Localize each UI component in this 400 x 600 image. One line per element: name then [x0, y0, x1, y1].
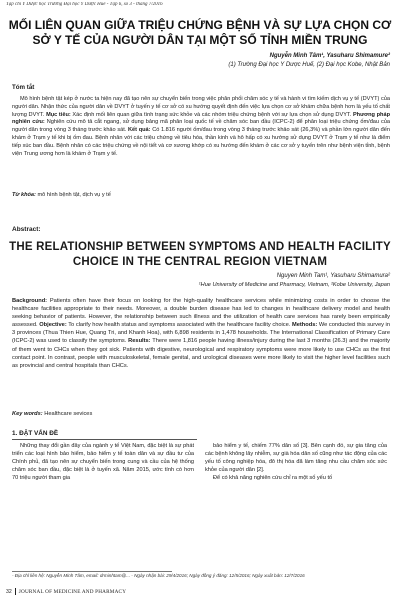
running-header: Tạp chí Y Dược học Trường Đại học Y Dược Huế - Tập 6, số 3 - tháng 7/2016 [6, 2, 163, 7]
english-authors: Nguyen Minh Tam¹, Yasuharu Shimamura² [276, 273, 390, 279]
english-abstract [12, 297, 390, 370]
vietnamese-objective-text: Xác định mối liên quan giữa tình trạng sức khỏe và các nhóm triệu chứng bệnh với sự lựa chọn sử dụng DVYT. [72, 111, 352, 118]
english-methods-text: We conducted this survey in 3 provinces (Thua Thien Hue, Quang Tri, and Khanh Hoa), with 6,898 residents in 1,478 households. The International Classification of Primary Care (ICPC-2) was used to classify the symptoms. [12, 322, 390, 345]
english-background-label: Background: [12, 298, 48, 304]
english-keywords [12, 411, 92, 417]
english-keywords-label: Key words: [12, 411, 43, 417]
footer-divider [15, 588, 16, 595]
vietnamese-keywords [12, 192, 111, 198]
english-results-text: There were 1,816 people having illness/injury during the last 3 months (26.3) and the majority of them went to CHCs when they got sick. Patients with digestive, neurological and respiratory symptoms were more likely to use CHCs as the first contact point. In contrast, people with musculoskeletal, female genital, and urological diseases were more likely to visit the higher level facilities such as provincial and central hospitals than CHCs. [12, 338, 390, 369]
english-objective-text: To clarify how health status and symptoms associated with the healthcare facility choice. [68, 322, 291, 329]
english-keywords-text: Healthcare sevices [44, 411, 93, 417]
english-abstract-label: Abstract: [12, 226, 41, 233]
body-paragraph: bảo hiểm y tế, chiếm 77% dân số [3]. Bên cạnh đó, sự gia tăng của các bệnh không lây nhiễm, sự già hóa dân số cũng như tác động của các yếu tố công nghiệp hóa, đô thị hóa đã làm tăng nhu cầu chăm sóc sức khỏe của người dân [2]. [205, 443, 387, 473]
body-column-left [12, 442, 194, 570]
vietnamese-authors: Nguyễn Minh Tâm¹, Yasuharu Shimamure² [269, 53, 390, 59]
english-affiliation: ¹Hue University of Medicine and Pharmacy, Vietnam, ²Kobe University, Japan [198, 282, 390, 288]
vietnamese-abstract-paragraph [12, 96, 390, 158]
journal-name: JOURNAL OF MEDICINE AND PHARMACY [18, 589, 127, 595]
english-objective-label: Objective: [39, 322, 67, 329]
vietnamese-objective-label: Mục tiêu: [46, 111, 71, 118]
body-column-right [205, 442, 387, 502]
vietnamese-title: MỐI LIÊN QUAN GIỮA TRIỆU CHỨNG BỆNH VÀ SỰ LỰA CHỌN CƠ SỞ Y TẾ CỦA NGƯỜI DÂN TẠI MỘT SỐ TỈNH MIỀN TRUNG [8, 18, 392, 47]
vietnamese-keywords-label: Từ khóa: [12, 192, 36, 198]
footnote-divider [12, 571, 172, 572]
vietnamese-methods-label: Phương pháp nghiên cứu: [12, 111, 390, 126]
vietnamese-methods-text: Nghiên cứu mô tả cắt ngang, sử dụng bảng mã phân loại quốc tế về chăm sóc ban đầu (ICPC-2) để phân loại triệu chứng ốm/đau của người dân trong vòng 3 tháng trước khảo sát. [12, 119, 391, 134]
vietnamese-keywords-text: mô hình bệnh tật, dịch vụ y tế [37, 192, 111, 198]
page-number: 32 [6, 589, 12, 595]
english-background-text: Patients often have their focus on looking for the high-quality healthcare services while minimizing costs in order to choose the healthcare facilities appropriate to their needs. Moreover, a double burden disease has led to changes in healthcare delivery model and health seeking behavior of patients. However, the relationship between such illness and the utilization of health care services has rarely been empirically assessed. [12, 298, 390, 329]
section-divider [12, 439, 197, 440]
english-title: THE RELATIONSHIP BETWEEN SYMPTOMS AND HEALTH FACILITY CHOICE IN THE CENTRAL REGION VIETNAM [9, 241, 391, 268]
vietnamese-results-label: Kết quả: [128, 127, 151, 134]
english-methods-label: Methods: [291, 322, 318, 329]
footnote: - Địa chỉ liên hệ: Nguyễn Minh Tâm, email: drminhtam@... - Ngày nhận bài: 29/4/2016; Ngày đồng ý đăng: 12/5/2016; Ngày xuất bản: 12/7/2016 [12, 573, 305, 578]
vietnamese-abstract-intro: Mô hình bệnh tật kép ở nước ta hiện nay đã tạo nên sự chuyển biến trong việc phân phối chăm sóc y tế và hành vi tìm kiếm dịch vụ y tế (DVYT) của người dân. Nhận thức của người dân về DVYT ở tuyến y tế cơ sở có xu hướng quyết định đến việc lựa chọn cơ sở khám chữa bệnh hơn là yếu tố chất lượng DVYT. [12, 96, 390, 118]
english-results-label: Results: [128, 338, 151, 345]
vietnamese-summary-heading: Tóm tắt [12, 84, 35, 91]
english-abstract-paragraph [12, 297, 390, 370]
section-heading: 1. ĐẶT VẤN ĐỀ [12, 430, 59, 437]
vietnamese-results-text: Có 1.816 người ốm/đau trong vòng 3 tháng trước khảo sát (26,3%) và phần lớn người dân đến khám ở Trạm y tế khi bị ốm đau. Bệnh nhân với các triệu chứng về tiêu hóa, thần kinh và hô hấp có xu hướng sử dụng DVYT ở Trạm y tế như là điểm tiếp xúc ban đầu. Bệnh nhân có các triệu chứng về nội tiết và cơ xương khớp có xu hướng đến khám ở các cơ sở y tuyến trên như bệnh viện tỉnh, bệnh viện Trung ương hơn là khám ở Trạm y tế. [12, 127, 390, 157]
body-paragraph: Để có khả năng nghiên cứu chỉ ra một số yếu tố [213, 475, 333, 481]
body-paragraph: Những thay đổi gần đây của ngành y tế Việt Nam, đặc biệt là sự phát triển các loại hình bảo hiểm, bảo hiểm y tế toàn dân và sự đầu tư của Chính phủ, đã tạo nên sự chuyển biến trong cung và cầu của hệ thống chăm sóc ban đầu, đặc biệt là ở tuyến xã. Năm 2015, ước tính có hơn 70 triệu người tham gia [12, 443, 194, 481]
vietnamese-affiliation: (1) Trường Đại học Y Dược Huế, (2) Đại học Kobe, Nhật Bản [228, 62, 390, 68]
page-footer [6, 588, 394, 597]
vietnamese-abstract [12, 96, 390, 158]
